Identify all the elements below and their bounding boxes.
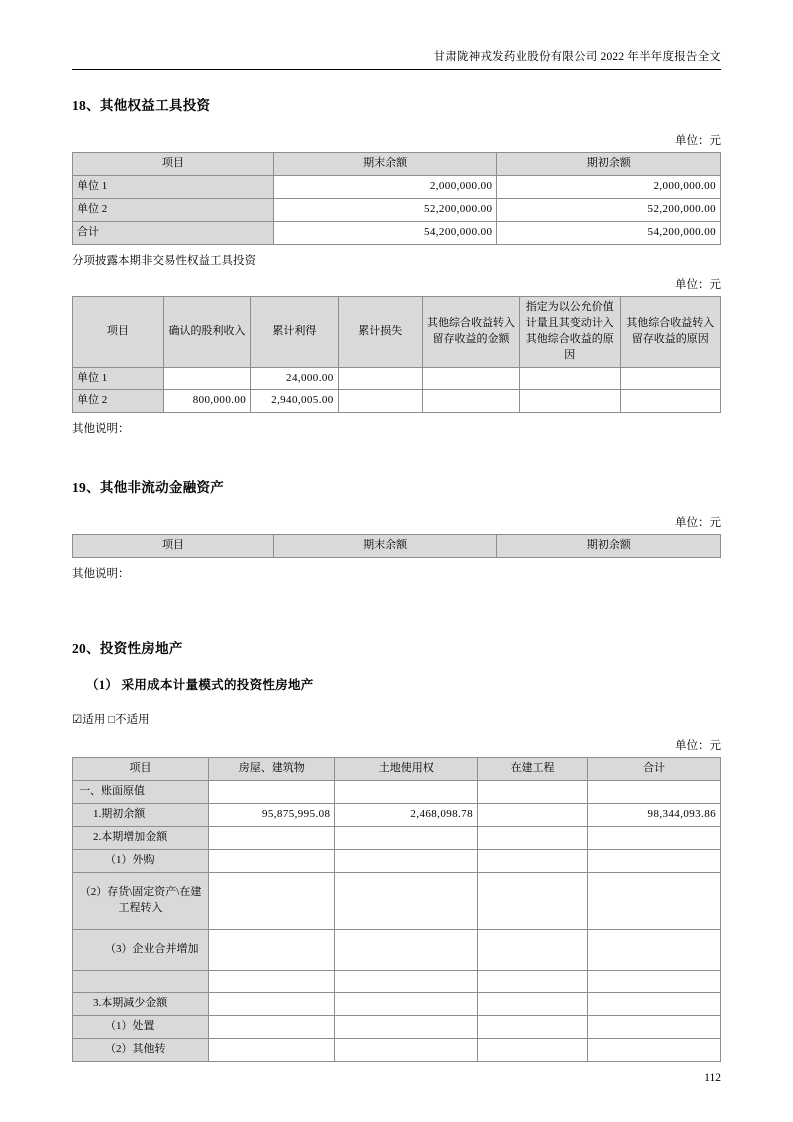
section-title-18: 18、其他权益工具投资: [72, 98, 211, 113]
subsection-title-20-1: （1） 采用成本计量模式的投资性房地产: [86, 678, 314, 693]
cell-land: [335, 993, 478, 1016]
table-row: [73, 390, 721, 413]
table-row: [73, 930, 721, 971]
table-investment-property-cost-model: [72, 757, 721, 1062]
table-row: [73, 175, 721, 198]
row-label: [73, 971, 209, 993]
col-buildings: 房屋、建筑物: [209, 758, 335, 781]
cell-land: [335, 971, 478, 993]
unit-label-1: 单位：元: [675, 135, 721, 147]
unit-label-2: 单位：元: [675, 278, 721, 291]
row-label: （2）其他转: [73, 1038, 209, 1061]
cell-reason1: [520, 390, 620, 413]
row-label: （1）外购: [73, 850, 209, 873]
cell-buildings: [209, 971, 335, 993]
cell-total: [588, 930, 721, 971]
cell-land: [335, 1015, 478, 1038]
cell-land: [335, 1038, 478, 1061]
table-header-row: [73, 153, 721, 176]
subsection-note-18: 分项披露本期非交易性权益工具投资: [72, 254, 256, 267]
cell-buildings: 95,875,995.08: [209, 804, 335, 827]
cell-total: [588, 993, 721, 1016]
col-oci-transfer-amount: 其他综合收益转入留存收益的金额: [422, 296, 519, 367]
table-header-row: [73, 535, 721, 558]
row-label: 2.本期增加金额: [73, 827, 209, 850]
row-label: 3.本期减少金额: [73, 993, 209, 1016]
cell-total: [588, 971, 721, 993]
col-item: 项目: [73, 758, 209, 781]
cell-total: [588, 873, 721, 930]
table-row: [73, 873, 721, 930]
cell-land: [335, 781, 478, 804]
table-header-row: [73, 296, 721, 367]
cell-total: [588, 827, 721, 850]
cell-end: 52,200,000.00: [273, 198, 497, 221]
cell-land: [335, 827, 478, 850]
cell-buildings: [209, 781, 335, 804]
cell-gain: 24,000.00: [251, 367, 338, 390]
row-label: （1）处置: [73, 1015, 209, 1038]
row-label: 单位 2: [73, 198, 274, 221]
cell-reason1: [520, 367, 620, 390]
row-label: （2）存货\固定资产\在建工程转入: [73, 873, 209, 930]
unit-label-4: 单位：元: [675, 740, 721, 753]
row-label: 单位 1: [73, 175, 274, 198]
table-row: [73, 198, 721, 221]
cell-buildings: [209, 930, 335, 971]
cell-reason2: [620, 390, 720, 413]
section-title-20: 20、投资性房地产: [72, 641, 183, 657]
cell-cip: [477, 930, 587, 971]
table-row: [73, 804, 721, 827]
cell-begin: 52,200,000.00: [497, 198, 721, 221]
table-row: [73, 1015, 721, 1038]
col-dividend-income: 确认的股利收入: [163, 296, 250, 367]
other-note-18: 其他说明：: [72, 423, 130, 436]
cell-cip: [477, 1038, 587, 1061]
table-other-noncurrent-financial-assets: [72, 534, 721, 558]
col-end-balance: 期末余额: [273, 153, 497, 176]
running-header: 甘肃陇神戎发药业股份有限公司 2022 年半年度报告全文: [433, 51, 721, 63]
cell-buildings: [209, 850, 335, 873]
section-title-19: 19、其他非流动金融资产: [72, 480, 225, 496]
table-row: [73, 971, 721, 993]
col-cumulative-loss: 累计损失: [338, 296, 422, 367]
table-non-trading-equity-breakdown: [72, 296, 721, 414]
col-end-balance: 期末余额: [273, 535, 497, 558]
cell-cip: [477, 850, 587, 873]
page-number: 112: [704, 1072, 721, 1084]
col-land-use-rights: 土地使用权: [335, 758, 478, 781]
col-item: 项目: [73, 296, 164, 367]
row-label: 合计: [73, 221, 274, 244]
table-row: [73, 367, 721, 390]
col-designation-reason: 指定为以公允价值计量且其变动计入其他综合收益的原因: [520, 296, 620, 367]
col-item: 项目: [73, 535, 274, 558]
table-row: [73, 781, 721, 804]
row-label: （3）企业合并增加: [73, 930, 209, 971]
cell-buildings: [209, 1038, 335, 1061]
col-cumulative-gain: 累计利得: [251, 296, 338, 367]
cell-end: 2,000,000.00: [273, 175, 497, 198]
cell-land: [335, 873, 478, 930]
table-row-total: [73, 221, 721, 244]
cell-buildings: [209, 873, 335, 930]
cell-loss: [338, 390, 422, 413]
col-begin-balance: 期初余额: [497, 153, 721, 176]
cell-cip: [477, 1015, 587, 1038]
cell-cip: [477, 993, 587, 1016]
row-label: 单位 1: [73, 367, 164, 390]
col-begin-balance: 期初余额: [497, 535, 721, 558]
cell-reason2: [620, 367, 720, 390]
cell-end: 54,200,000.00: [273, 221, 497, 244]
table-row: [73, 993, 721, 1016]
cell-gain: 2,940,005.00: [251, 390, 338, 413]
table-row: [73, 827, 721, 850]
cell-total: [588, 781, 721, 804]
table-header-row: [73, 758, 721, 781]
cell-cip: [477, 827, 587, 850]
cell-oci-amount: [422, 390, 519, 413]
cell-buildings: [209, 1015, 335, 1038]
row-label: 单位 2: [73, 390, 164, 413]
other-note-19: 其他说明：: [72, 568, 130, 581]
cell-land: 2,468,098.78: [335, 804, 478, 827]
cell-begin: 54,200,000.00: [497, 221, 721, 244]
table-row: [73, 850, 721, 873]
cell-loss: [338, 367, 422, 390]
cell-total: [588, 1015, 721, 1038]
cell-cip: [477, 873, 587, 930]
cell-cip: [477, 781, 587, 804]
cell-total: 98,344,093.86: [588, 804, 721, 827]
cell-begin: 2,000,000.00: [497, 175, 721, 198]
cell-cip: [477, 804, 587, 827]
cell-oci-amount: [422, 367, 519, 390]
row-label: 一、账面原值: [73, 781, 209, 804]
col-oci-transfer-reason: 其他综合收益转入留存收益的原因: [620, 296, 720, 367]
cell-total: [588, 1038, 721, 1061]
unit-label-3: 单位：元: [675, 517, 721, 530]
header-divider: [72, 69, 721, 70]
cell-land: [335, 850, 478, 873]
cell-buildings: [209, 827, 335, 850]
col-total: 合计: [588, 758, 721, 781]
cell-buildings: [209, 993, 335, 1016]
table-other-equity-investments: [72, 152, 721, 245]
applicability-checkboxes[interactable]: ☑适用 □不适用: [72, 714, 150, 727]
col-construction-in-progress: 在建工程: [477, 758, 587, 781]
col-item: 项目: [73, 153, 274, 176]
table-row: [73, 1038, 721, 1061]
cell-dividend: 800,000.00: [163, 390, 250, 413]
cell-land: [335, 930, 478, 971]
row-label: 1.期初余额: [73, 804, 209, 827]
cell-cip: [477, 971, 587, 993]
cell-total: [588, 850, 721, 873]
cell-dividend: [163, 367, 250, 390]
